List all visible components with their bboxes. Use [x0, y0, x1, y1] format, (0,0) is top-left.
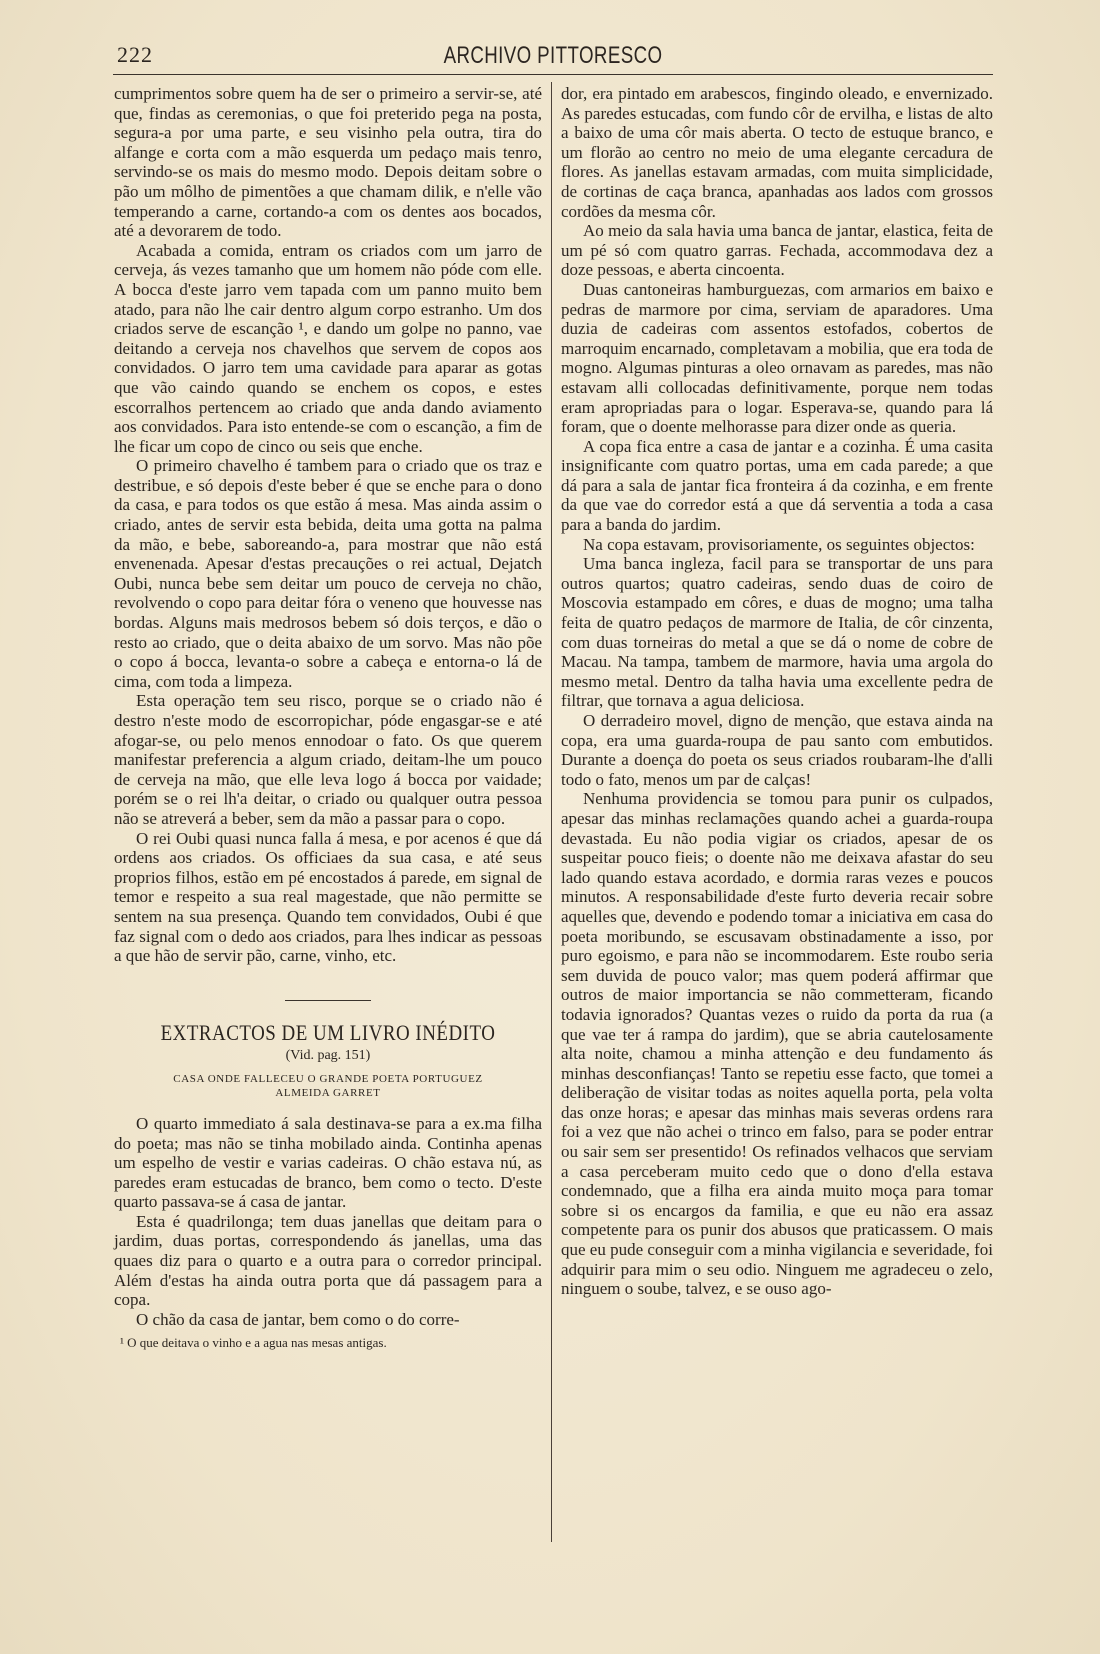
page-header	[113, 40, 993, 75]
paragraph: Duas cantoneiras hamburguezas, com armarios em baixo e pedras de marmore por cima, serviam de aparadores. Uma duzia de cadeiras com assentos estofados, cobertos de marroquim encarnado, completavam a mobilia, que era toda de mogno. Algumas pinturas a oleo ornavam as paredes, mas não estavam alli collocadas definitivamente, porque nem todas eram apropriadas para o logar. Esperava-se, quando para lá foram, que o doente melhorasse para dizer onde as queria.	[561, 279, 993, 437]
paragraph: cumprimentos sobre quem ha de ser o primeiro a servir-se, até que, findas as ceremonias, o que foi preterido pega na posta, segura-a por uma parte, e seu visinho pela outra, tira do alfange e corta com a mão esquerda um pedaço mais tenro, servindo-se os mais do mesmo modo. Depois deitam sobre o pão um môlho de pimentões a que chamam dilik, e n'elle vão temperando a carne, cortando-a com os dentes aos bocados, até a devorarem de todo.	[114, 84, 542, 241]
section-title: EXTRACTOS DE UM LIVRO INÉDITO	[160, 1019, 496, 1045]
paragraph: Nenhuma providencia se tomou para punir os culpados, apesar das minhas reclamações quando achei a guarda-roupa devastada. Eu não podia vigiar os criados, apesar de os suspeitar pouco fieis; o doente não me deixava afastar do seu lado quando estava acordado, e dormia raras vezes e poucos minutos. A responsabilidade d'este furto deveria recair sobre aquelles que, devendo e podendo tomar a iniciativa em casa do poeta moribundo, se escusavam obstinadamente a isso, por puro egoismo, e para não se incommodarem. Este roubo seria sem duvida de pouco valor; mas quem poderá affirmar que outros de maior importancia se não commetteram, ficando todavia ignorados? Quantas vezes o ruido da porta da rua (a que vae ter á rampa do jardim), que se abria cautelosamente alta noite, chamou a minha attenção e deu fundamento ás minhas desconfianças! Tanto se repetiu esse facto, que tomei a deliberação de visitar todas as noites aquella porta, pela volta das onze horas; e apesar das minhas mais severas ordens rara foi a vez que não achei o trinco em falso, para se poder entrar ou sair sem ser presentido! Os refinados velhacos que serviam a casa perceberam muito cedo que o dono d'ella estava condemnado, que a filha era ainda muito moça para tomar sobre si os encargos da familia, e que eu não era assaz competente para os punir dos abusos que praticassem. O mais que eu pude conseguir com a minha vigilancia e severidade, foi adquirir para mim o seu odio. Ninguem me agradeceu o zelo, ninguem o soube, talvez, e se ouso ago-	[561, 789, 993, 1299]
paragraph: O derradeiro movel, digno de menção, que estava ainda na copa, era uma guarda-roupa de pau santo com embutidos. Durante a doença do poeta os seus criados roubaram-lhe d'alli todo o fato, menos um par de calças!	[561, 711, 993, 789]
section-reference: (Vid. pag. 151)	[285, 1048, 371, 1064]
paragraph: Ao meio da sala havia uma banca de jantar, elastica, feita de um pé só com quatro garras. Fechada, accommodava dez a doze pessoas, e aberta cincoenta.	[561, 221, 993, 280]
paragraph: A copa fica entre a casa de jantar e a cozinha. É uma casita insignificante com quatro portas, uma em cada parede; a que dá para a sala de jantar fica fronteira á da cozinha, e em frente da que vae do corredor está a que dá serventia a toda a casa para a banda do jardim.	[561, 436, 993, 535]
section-separator	[285, 1000, 371, 1001]
paragraph: Esta é quadrilonga; tem duas janellas que deitam para o jardim, duas portas, correspondendo ás janellas, uma das quaes diz para o quarto e a outra para o corredor principal. Além d'estas ha ainda outra porta que dá passagem para a copa.	[114, 1211, 542, 1310]
running-title: ARCHIVO PITTORESCO	[443, 42, 663, 69]
paragraph: Acabada a comida, entram os criados com um jarro de cerveja, ás vezes tamanho que um homem não póde com elle. A bocca d'este jarro vem tapada com um panno muito bem atado, para não lhe cair dentro algum corpo estranho. Um dos criados serve de escanção ¹, e dando um golpe no panno, vae deitando a cerveja nos chavelhos que servem de copos aos convidados. O jarro tem uma cavidade para aparar as gotas que vão caindo quando se enchem os copos, e estes escorralhos pertencem ao criado que anda dando aviamento aos convidados. Para isto entende-se com o escanção, a fim de lhe ficar um copo de cinco ou seis que enche.	[114, 240, 542, 456]
footnote: ¹ O que deitava o vinho e a agua nas mesas antigas.	[120, 1335, 387, 1351]
paragraph: O chão da casa de jantar, bem como o do corre-	[136, 1309, 460, 1329]
paragraph: Na copa estavam, provisoriamente, os seguintes objectos:	[583, 534, 975, 554]
page-number: 222	[117, 42, 153, 67]
paragraph: Uma banca ingleza, facil para se transportar de uns para outros quartos; quatro cadeiras, sendo duas de coiro de Moscovia estampado em côres, e duas de mogno; uma talha feita de quatro pedaços de marmore de Italia, de côr cinzenta, com duas torneiras do metal a que se dá o nome de cobre de Macau. Na tampa, tambem de marmore, havia uma argola do mesmo metal. Dentro da talha havia uma excellente pedra de filtrar, que tornava a agua deliciosa.	[561, 554, 993, 711]
section-subtitle-line: CASA ONDE FALLECEU O GRANDE POETA PORTUGUEZ	[173, 1072, 483, 1085]
paragraph: O primeiro chavelho é tambem para o criado que os traz e destribue, e só depois d'este beber é que se enche para o dono da casa, e para todos os que estão á mesa. Mas ainda assim o criado, antes de servir esta bebida, deita uma gotta na palma da mão, e bebe, saboreando-a, para mostrar que não está envenenada. Apesar d'estas precauções o rei actual, Dejatch Oubi, nunca bebe sem deitar um pouco de cerveja no chão, revolvendo o copo para deitar fóra o veneno que houvesse nas bordas. Alguns mais medrosos bebem só dois terços, e dão o resto ao criado, que o deita abaixo de um sorvo. Mas não põe o copo á bocca, levanta-o sobre a cabeça e entorna-o lá de cima, com toda a limpeza.	[114, 456, 542, 691]
paragraph: O quarto immediato á sala destinava-se para a ex.ma filha do poeta; mas não se tinha mobilado ainda. Continha apenas um espelho de vestir e varias cadeiras. O chão estava nú, as paredes eram estucadas de branco, bem como o tecto. D'este quarto passava-se á casa de jantar.	[114, 1113, 542, 1212]
section-subtitle	[114, 1072, 542, 1100]
paragraph: Esta operação tem seu risco, porque se o criado não é destro n'este modo de escorropichar, póde engasgar-se e até afogar-se, ou pelo menos ennodoar o fato. Os que querem manifestar preferencia a algum criado, deitam-lhe um pouco de cerveja na mão, que elle leva logo á bocca por vaidade; porém se o rei lh'a deitar, o criado ou qualquer outra pessoa não se atreverá a beber, sem da mão a passar para o copo.	[114, 691, 542, 828]
column-divider	[551, 82, 552, 1542]
right-column	[561, 84, 993, 1299]
left-column	[114, 84, 542, 1351]
paragraph: dor, era pintado em arabescos, fingindo oleado, e envernizado. As paredes estucadas, com fundo côr de ervilha, e listas de alto a baixo de uma côr mais aberta. O tecto de estuque branco, e um florão ao centro no meio de uma elegante cercadura de flores. As janellas estavam armadas, com muita simplicidade, de cortinas de caça branca, apanhadas aos lados com grossos cordões da mesma côr.	[561, 84, 993, 221]
section-subtitle-line: ALMEIDA GARRET	[275, 1086, 381, 1099]
paragraph: O rei Oubi quasi nunca falla á mesa, e por acenos é que dá ordens aos criados. Os officiaes da sua casa, e até seus proprios filhos, estão em pé encostados á parede, em signal de temor e respeito a sua real magestade, que não permitte se sentem na sua presença. Quando tem convidados, Oubi é que faz signal com o dedo aos criados, para lhes indicar as pessoas a que hão de servir pão, carne, vinho, etc.	[114, 828, 542, 966]
